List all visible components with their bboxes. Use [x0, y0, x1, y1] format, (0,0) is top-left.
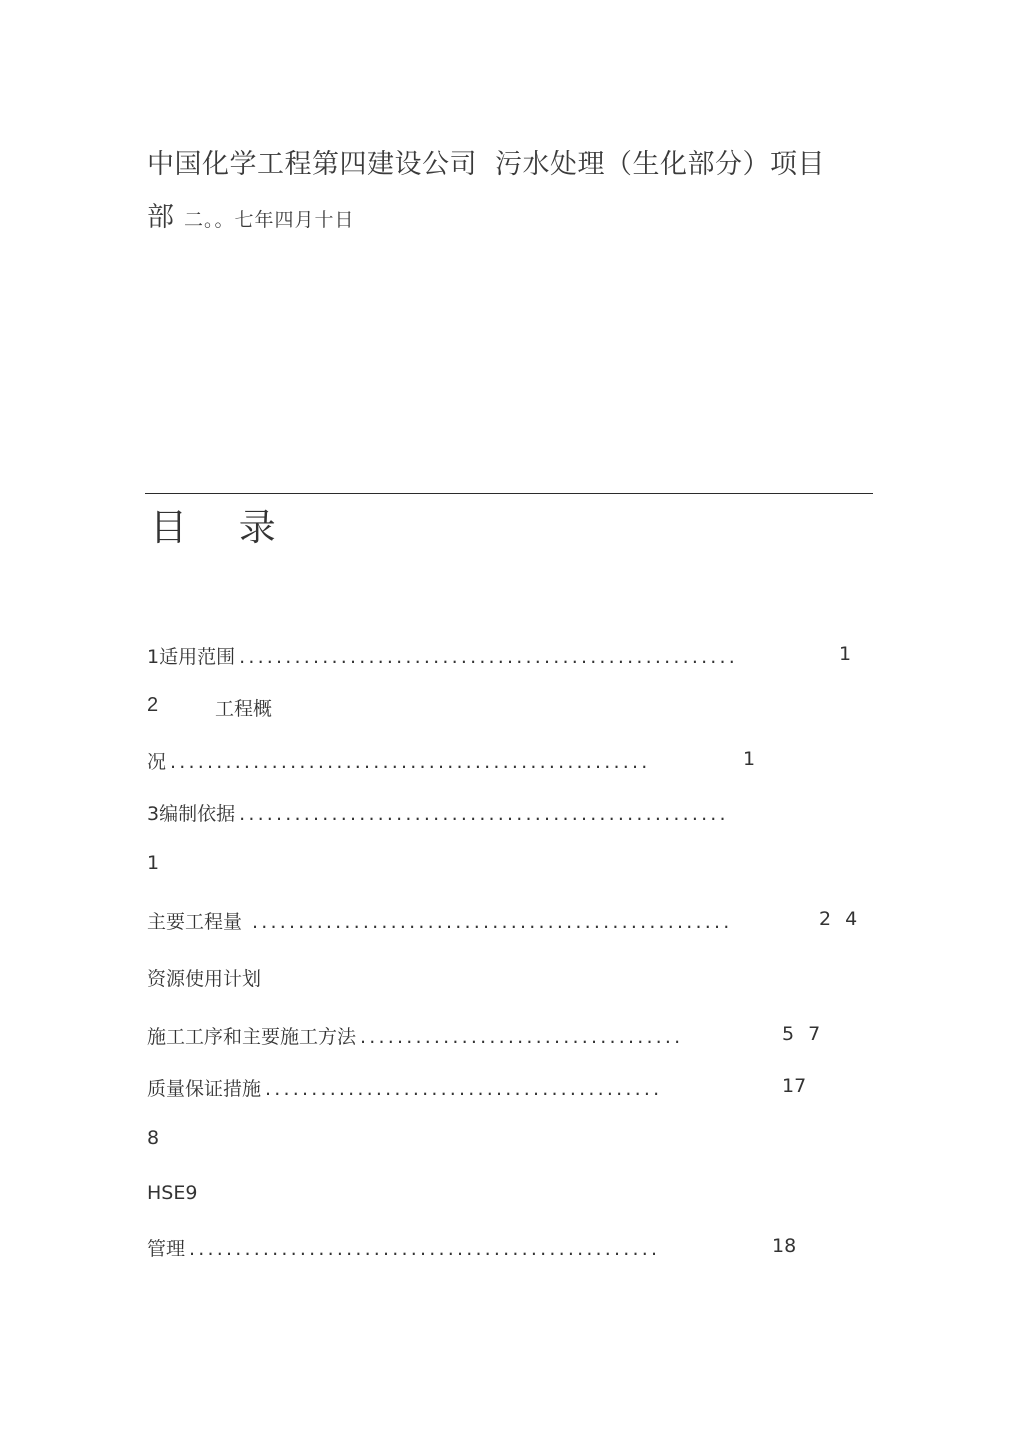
cover-subtitle: [147, 195, 355, 234]
toc-line-text: 1适用范围: [147, 646, 236, 668]
toc-page-number: 1: [743, 748, 756, 770]
toc-page-number: 2 4: [819, 908, 862, 930]
toc-leader: ...................................: [360, 1026, 684, 1048]
toc-heading: 目 录: [150, 506, 296, 549]
toc-page-number: 1: [839, 643, 852, 665]
toc-line: [147, 1074, 662, 1101]
toc-page-number: 17: [782, 1075, 807, 1097]
toc-line-text: HSE9: [147, 1182, 198, 1204]
toc-line: [147, 1234, 660, 1261]
toc-line-text: 况: [147, 751, 167, 773]
toc-line-text: 1: [147, 852, 160, 874]
project-name-end: 部: [147, 202, 174, 233]
toc-line-text: 质量保证措施: [147, 1078, 262, 1100]
toc-page-number: 5 7: [782, 1023, 825, 1045]
toc-line: [147, 694, 158, 717]
toc-leader: ....................................................: [170, 751, 651, 773]
toc-line: [147, 642, 738, 669]
toc-page-number: 18: [772, 1235, 797, 1257]
toc-leader: ...................................................: [189, 1238, 661, 1260]
toc-leader: ...........................................: [265, 1078, 663, 1100]
company-name: 中国化学工程第四建设公司: [147, 149, 477, 180]
cover-date: 二。。七年四月十日: [184, 209, 355, 231]
toc-line-text: 资源使用计划: [147, 968, 262, 990]
divider: [145, 493, 873, 494]
toc-leader: .....................................................: [239, 803, 729, 825]
toc-line: [147, 747, 650, 774]
toc-leader: ......................................................: [239, 646, 739, 668]
toc-line: [147, 1022, 683, 1049]
toc-line: [147, 799, 729, 826]
toc-line-number: 2: [147, 694, 159, 716]
toc-line: [147, 907, 732, 934]
toc-line-text: 施工工序和主要施工方法: [147, 1026, 357, 1048]
project-name: 污水处理（生化部分）项目: [495, 149, 825, 180]
toc-line-text: 8: [147, 1127, 160, 1149]
toc-line-text: 主要工程量: [147, 911, 243, 933]
cover-title: [147, 142, 825, 181]
toc-line-text: 3编制依据: [147, 803, 236, 825]
toc-line-text: 管理: [147, 1238, 186, 1260]
toc-leader: ....................................................: [252, 911, 733, 933]
toc-line-text: 工程概: [215, 698, 273, 720]
